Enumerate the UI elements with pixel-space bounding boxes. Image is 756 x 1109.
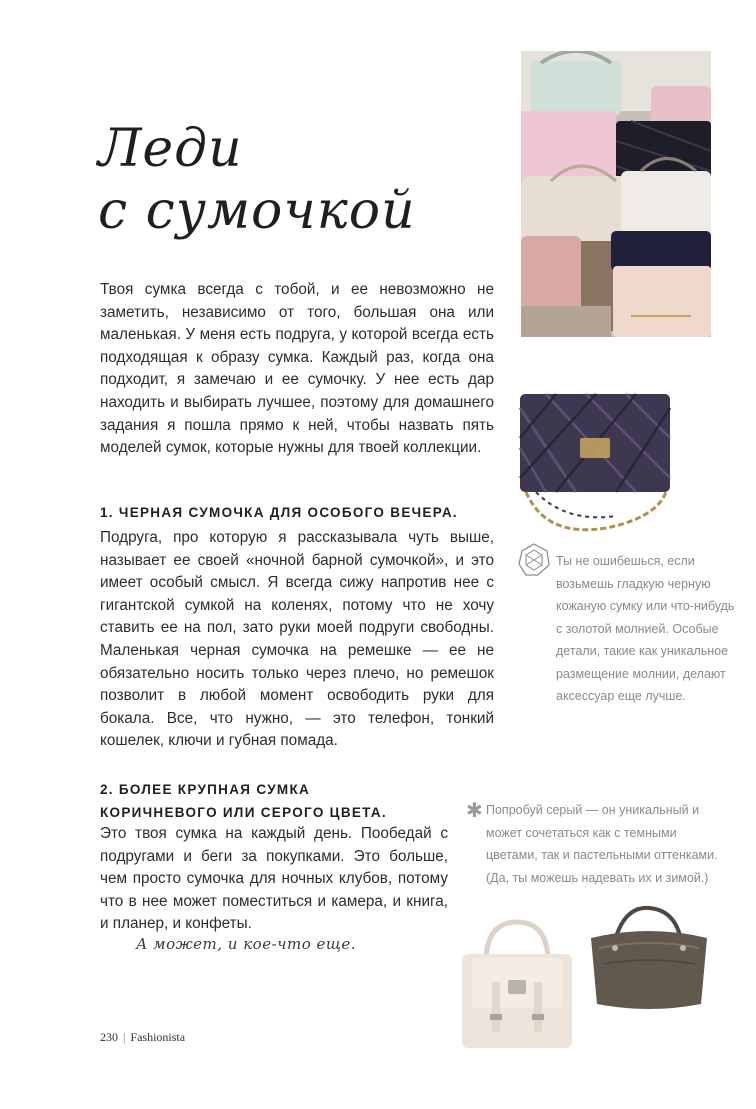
- sidenote-grey-bag: Попробуй серый — он уникальный и может сочетаться как с темными цветами, так и пастельными оттенками. (Да, ты можешь надевать их и зимой.): [486, 803, 718, 885]
- section-1-heading: 1. ЧЕРНАЯ СУМОЧКА ДЛЯ ОСОБОГО ВЕЧЕРА.: [100, 505, 458, 520]
- handwritten-note: А может, и кое-что еще.: [136, 935, 357, 953]
- diamond-icon: [518, 543, 550, 577]
- title-line-2: с сумочкой: [98, 181, 416, 241]
- page-title: [98, 118, 478, 242]
- sidenote-black-bag: Ты не ошибешься, если возьмешь гладкую черную кожаную сумку или что-нибудь с золотой молнией. Особые детали, такие как уникальное размещение молнии, делают аксессуар еще лучше.: [556, 554, 735, 703]
- section-1-paragraph: Подруга, про которую я рассказывала чуть выше, называет ее своей «ночной барной сумочкой», и это имеет особый смысл. Я всегда сижу напротив нее с гигантской сумкой на коленях, потому что не хочу ставить ее на пол, зато руки моей подруги свободны. Маленькая черная сумочка на ремешке — ее не обязательно носить только через плечо, но ремешок позволит в любой момент освободить руки для бокала. Все, что нужно, — это телефон, тонкий кошелек, ключи и губная помада.: [100, 529, 494, 750]
- page-number: 230: [100, 1030, 118, 1044]
- grey-suede-bag-illustration: [585, 904, 713, 1012]
- asterisk-icon: ✱: [466, 798, 483, 822]
- section-2-heading-line-2: КОРИЧНЕВОГО ИЛИ СЕРОГО ЦВЕТА.: [100, 805, 387, 820]
- black-chain-bag-illustration: [516, 388, 676, 538]
- section-2-heading: [100, 778, 460, 824]
- section-2-heading-line-1: 2. БОЛЕЕ КРУПНАЯ СУМКА: [100, 782, 311, 797]
- page-footer: [100, 1030, 185, 1045]
- title-line-1: Леди: [98, 119, 243, 179]
- section-2-paragraph: Это твоя сумка на каждый день. Пообедай с подругами и беги за покупками. Это больше, чем просто сумочка для ночных клубов, потому что в нее может поместиться и камера, и книга, и планер, и конфеты.: [100, 825, 448, 933]
- intro-paragraph: Твоя сумка всегда с тобой, и ее невозможно не заметить, независимо от того, большая она или маленькая. У меня есть подруга, у которой всегда есть подходящая к образу сумка. Каждый раз, когда она подходит, я замечаю и ее сумочку. У нее есть дар находить и выбирать лучшее, поэтому для домашнего задания я пошла прямо к ней, чтобы назвать пять моделей сумок, которые нужны для твоей коллекции.: [100, 281, 494, 457]
- cream-satchel-illustration: [458, 918, 576, 1052]
- book-title: Fashionista: [130, 1030, 186, 1044]
- bags-collection-photo: [521, 51, 711, 337]
- footer-separator: |: [123, 1030, 126, 1044]
